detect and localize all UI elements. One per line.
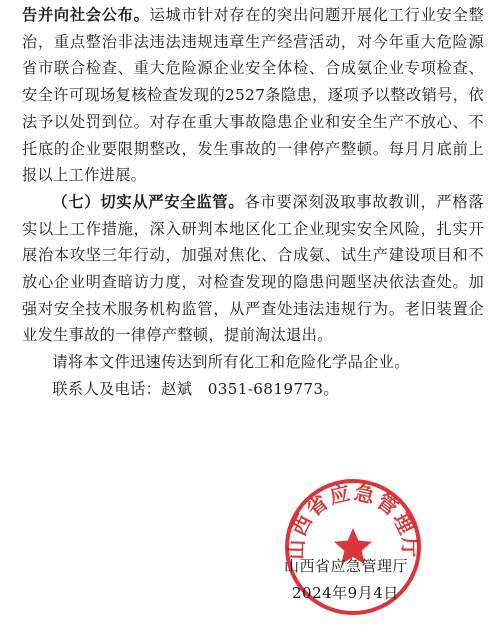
seal-text: 山西省应急管理厅 — [283, 480, 423, 560]
issuer-name: 山西省应急管理厅 — [284, 557, 409, 575]
paragraph-2 — [22, 189, 484, 349]
document-body — [22, 2, 484, 403]
paragraph-4: 联系人及电话：赵斌 0351-6819773。 — [52, 379, 339, 398]
paragraph-1 — [22, 2, 484, 189]
issue-date: 2024年9月4日 — [292, 584, 399, 602]
paragraph-1-lead: 告并向社会公布。 — [22, 6, 150, 24]
paragraph-2-text: 各市要深刻汲取事故教训，严格落实以上工作措施，深入研判本地区化工企业现实安全风险，扎实开展治本攻坚三年行动，加强对焦化、合成氨、试生产建设项目和不放心企业明查暗访力度，对检查发现的隐患问题坚决依法查处。加强对安全技术服务机构监管，从严查处违法违规行为。老旧装置企业发生事故的一律停产整顿，提前淘汰退出。 — [22, 192, 485, 345]
paragraph-2-lead: （七）切实从严安全监管。 — [52, 192, 245, 211]
paragraph-1-text: 运城市针对存在的突出问题开展化工行业安全整治，重点整治非法违法违规违章生产经营活动，对今年重大危险源省市联合检查、重大危险源企业安全体检、合成氨企业专项检查、安全许可现场复核检查发现的2527条隐患，逐项予以整改销号，依法予以处罚到位。对存在重大事故隐患企业和安全生产不放心、不托底的企业要限期整改，发生事故的一律停产整顿。每月月底前上报以上工作进展。 — [22, 6, 484, 185]
paragraph-3: 请将本文件迅速传达到所有化工和危险化学品企业。 — [52, 353, 410, 372]
